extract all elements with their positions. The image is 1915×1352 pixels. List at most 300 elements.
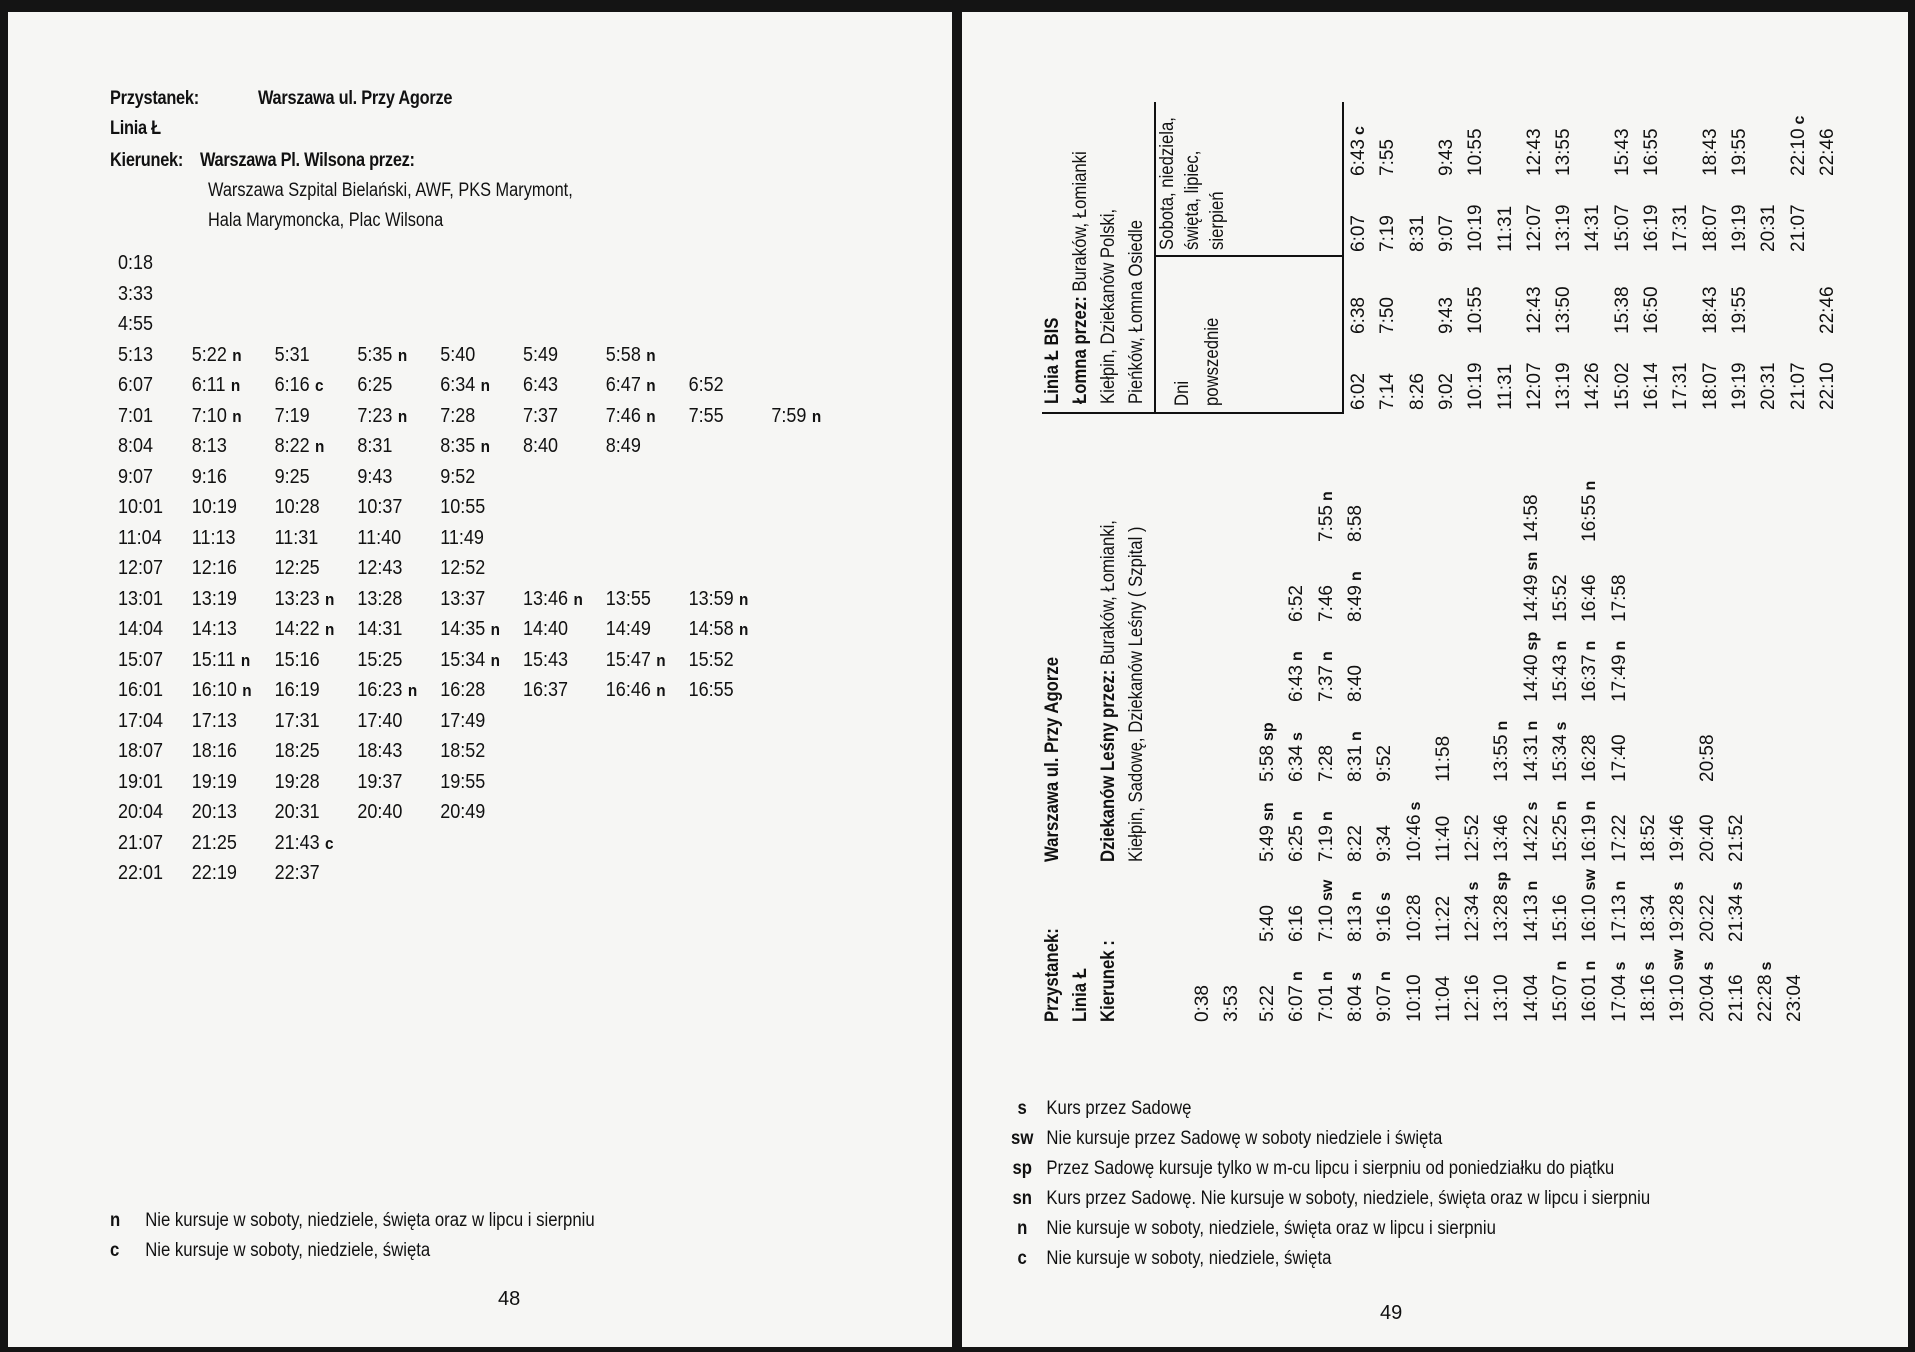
footnote-mark: n <box>1289 651 1307 662</box>
departure-time: 22:46 <box>1816 286 1838 334</box>
departure-time: 18:25 <box>274 740 320 762</box>
departure-time: 8:22 n <box>274 435 325 457</box>
departure-time: 18:43 <box>1699 128 1721 176</box>
departure-time: 14:49sn <box>1520 551 1542 622</box>
departure-time: 15:47 n <box>605 648 666 671</box>
departure-time: 7:37 <box>523 404 559 427</box>
bis-col1-header-2: powszednie <box>1202 317 1223 406</box>
departure-time: 7:19 <box>1377 215 1399 252</box>
departure-time: 21:43 c <box>274 831 334 854</box>
footnote-mark: n <box>1347 731 1365 742</box>
departure-time: 19:55 <box>440 770 486 793</box>
footnote-mark: n <box>1494 720 1512 731</box>
footnote-mark: n <box>646 376 656 395</box>
departure-time: 20:31 <box>274 801 320 823</box>
departure-time: 10:19 <box>191 496 237 518</box>
direction-value: Warszawa Pl. Wilsona przez: <box>200 150 415 171</box>
departure-time: 17:13n <box>1608 880 1630 942</box>
departure-time: 12:43 <box>1523 128 1545 176</box>
departure-time: 19:28s <box>1667 881 1689 942</box>
footnote-mark: s <box>1523 801 1541 811</box>
departure-time: 14:58 <box>1520 494 1542 542</box>
departure-time: 18:52 <box>440 740 486 762</box>
footnote-mark: n <box>490 620 501 639</box>
departure-time: 5:58sp <box>1257 722 1278 782</box>
departure-time: 19:01 <box>118 770 164 793</box>
footnote-mark: n <box>230 376 241 395</box>
departure-time: 9:34 <box>1374 825 1396 862</box>
departure-time: 6:38 <box>1348 297 1369 334</box>
footnote-mark: s <box>1699 961 1717 971</box>
departure-time: 8:13n <box>1344 891 1366 942</box>
footnote-mark: sw <box>1582 869 1600 891</box>
footnote-mark: s <box>1347 972 1365 982</box>
footnote-mark: n <box>646 406 656 426</box>
departure-time: 15:38 <box>1611 286 1633 334</box>
departure-time: 9:16s <box>1374 892 1396 942</box>
departure-time: 18:07 <box>1699 204 1721 252</box>
bis-via-2: Pieńków, Łomna Osiedle <box>1126 219 1147 404</box>
departure-time: 16:28 <box>440 679 486 701</box>
departure-time: 20:31 <box>1758 204 1780 252</box>
footnote-mark: n <box>240 650 251 670</box>
departure-time: 10:19 <box>1465 204 1487 252</box>
page-number: 48 <box>498 1288 521 1310</box>
departure-time: 9:25 <box>274 465 310 488</box>
departure-time: 8:04s <box>1344 972 1366 1022</box>
footnote-mark: n <box>656 650 666 670</box>
departure-time: 5:49 <box>523 343 559 366</box>
departure-time: 8:49n <box>1344 571 1366 622</box>
legend-item: c Nie kursuje w soboty, niedziele, święta <box>110 1240 431 1261</box>
footnote-mark: c <box>315 376 324 395</box>
right-page <box>962 12 1908 1347</box>
departure-time: 8:04 <box>118 435 154 457</box>
departure-time: 16:19n <box>1579 800 1601 862</box>
departure-time: 12:07 <box>1523 362 1545 410</box>
footnote-mark: n <box>811 406 822 426</box>
footnote-mark: s <box>1377 892 1395 902</box>
departure-time: 17:49 <box>440 709 486 732</box>
footnote-mark: sp <box>1494 871 1512 891</box>
departure-time: 7:55 <box>688 404 724 427</box>
footnote-mark: s <box>1553 721 1570 731</box>
departure-time: 12:43 <box>357 557 403 579</box>
footnote-mark: n <box>480 437 490 456</box>
departure-time: 8:31 <box>357 435 393 457</box>
footnote-mark: n <box>573 589 583 609</box>
departure-time: 22:19 <box>191 862 237 884</box>
footnote-mark: n <box>1289 971 1307 982</box>
departure-time: 7:28 <box>440 404 476 427</box>
departure-time: 20:22 <box>1696 894 1718 942</box>
departure-time: 16:55 <box>1641 128 1662 176</box>
departure-time: 14:04 <box>1520 974 1542 1022</box>
departure-time: 15:25n <box>1550 800 1571 862</box>
departure-time: 17:40 <box>1608 734 1630 782</box>
departure-time: 11:31 <box>274 526 319 549</box>
footnote-mark: n <box>1523 720 1541 731</box>
departure-time: 12:07 <box>1523 204 1545 252</box>
departure-time: 13:19 <box>1553 204 1575 252</box>
departure-time: 10:37 <box>357 496 403 518</box>
departure-time: 16:01 <box>118 679 164 701</box>
departure-time: 0:18 <box>118 252 154 274</box>
footnote-mark: n <box>325 620 335 639</box>
direction-label: Kierunek : <box>1098 940 1119 1022</box>
page-number: 49 <box>1380 1302 1403 1324</box>
departure-time: 22:46 <box>1816 128 1838 176</box>
departure-time: 15:43n <box>1550 640 1571 702</box>
footnote-mark: n <box>1523 880 1541 891</box>
footnote-mark: n <box>1582 960 1600 971</box>
legend-item: sn Kurs przez Sadowę. Nie kursuje w soboty, niedziele, święta oraz w lipcu i sierpniu <box>1012 1188 1651 1209</box>
departure-time: 8:31 <box>1406 215 1428 252</box>
departure-time: 15:11 n <box>191 648 251 671</box>
departure-time: 15:52 <box>688 648 734 671</box>
departure-time: 5:40 <box>440 343 476 366</box>
footnote-mark: n <box>1553 800 1570 811</box>
departure-time: 11:22 <box>1432 895 1454 942</box>
departure-time: 20:49 <box>440 801 486 823</box>
departure-time: 22:10c <box>1787 115 1809 176</box>
footnote-mark: n <box>1553 960 1570 971</box>
departure-time: 16:55n <box>1579 480 1601 542</box>
departure-time: 18:16 <box>191 740 237 762</box>
departure-time: 15:34 n <box>440 648 501 671</box>
departure-time: 9:43 <box>1435 139 1457 176</box>
departure-time: 17:31 <box>1670 204 1692 252</box>
departure-time: 14:31 <box>1582 204 1604 252</box>
departure-time: 7:01 <box>118 404 154 427</box>
footnote-mark: sn <box>1260 802 1277 822</box>
departure-time: 18:43 <box>1699 286 1721 334</box>
departure-time: 14:13n <box>1520 880 1542 942</box>
departure-time: 15:07 <box>1611 204 1633 252</box>
departure-time: 5:22 n <box>191 343 242 366</box>
departure-time: 6:16 c <box>274 374 324 396</box>
departure-time: 15:02 <box>1611 362 1633 410</box>
departure-time: 9:52 <box>440 465 476 488</box>
departure-time: 14:13 <box>191 618 237 640</box>
bis-col2-header-3: sierpień <box>1207 191 1228 250</box>
departure-time: 6:43 <box>523 374 559 396</box>
departure-time: 18:52 <box>1637 814 1659 862</box>
departure-time: 6:34s <box>1286 732 1308 782</box>
departure-time: 15:25 <box>357 648 403 671</box>
departure-time: 15:34s <box>1550 721 1571 782</box>
departure-time: 7:23 n <box>357 404 408 427</box>
footnote-mark: n <box>1582 480 1600 491</box>
stop-name: Warszawa ul. Przy Agorze <box>258 88 453 109</box>
departure-time: 13:19 <box>1553 362 1575 410</box>
footnote-mark: n <box>397 406 408 426</box>
departure-time: 16:50 <box>1641 286 1662 334</box>
bis-line: Linia Ł BIS <box>1042 317 1063 404</box>
departure-time: 20:31 <box>1758 362 1780 410</box>
bis-col2-header: Sobota, niedziela, <box>1157 117 1178 250</box>
departure-time: 13:28 <box>357 587 403 610</box>
departure-time: 14:22 n <box>274 618 335 640</box>
bis-col1-header: Dni <box>1172 380 1193 406</box>
departure-time: 18:16s <box>1637 961 1659 1022</box>
footnote-mark: n <box>232 345 242 365</box>
footnote-mark: n <box>490 650 501 670</box>
departure-time: 11:31 <box>1494 363 1516 410</box>
departure-time: 5:35 n <box>357 343 408 366</box>
departure-time: 22:10 <box>1816 362 1838 410</box>
departure-time: 7:55n <box>1315 491 1337 542</box>
departure-time: 5:49sn <box>1257 802 1278 862</box>
departure-time: 17:31 <box>1670 362 1692 410</box>
departure-time: 15:07n <box>1550 960 1571 1022</box>
departure-time: 7:10sw <box>1315 879 1337 942</box>
departure-time: 4:55 <box>118 313 154 335</box>
departure-time: 22:28s <box>1755 961 1777 1022</box>
footnote-mark: n <box>242 681 252 700</box>
departure-time: 7:28 <box>1315 745 1337 782</box>
departure-time: 13:46 <box>1491 814 1513 862</box>
departure-time: 8:40 <box>1344 665 1366 702</box>
departure-time: 11:40 <box>1432 815 1454 862</box>
footnote-mark: s <box>1289 732 1307 742</box>
line-label: Linia Ł <box>1070 968 1091 1022</box>
legend-item: sw Nie kursuje przez Sadowę w soboty niedziele i święta <box>1011 1128 1443 1149</box>
departure-time: 7:46 <box>1315 585 1337 622</box>
departure-time: 6:02 <box>1348 373 1369 410</box>
departure-time: 11:49 <box>440 526 484 549</box>
departure-time: 7:19n <box>1315 811 1337 862</box>
departure-time: 5:13 <box>118 343 154 366</box>
departure-time: 6:25 <box>357 374 393 396</box>
departure-time: 10:01 <box>118 496 164 518</box>
bis-via-1: Kiełpin, Dziekanów Polski, <box>1098 208 1119 404</box>
departure-time: 13:55 <box>1553 128 1575 176</box>
via-line-2: Hala Marymoncka, Plac Wilsona <box>208 210 444 231</box>
footnote-mark: s <box>1465 881 1483 891</box>
departure-time: 15:43 <box>1611 128 1633 176</box>
footnote-mark: n <box>1377 971 1395 982</box>
departure-time: 0:38 <box>1192 985 1213 1022</box>
footnote-mark: s <box>1670 881 1688 891</box>
footnote-mark: n <box>1582 640 1600 651</box>
departure-time: 9:16 <box>191 465 227 488</box>
departure-time: 17:04s <box>1608 961 1630 1022</box>
footnote-mark: n <box>1318 971 1336 982</box>
departure-time: 6:43n <box>1286 651 1308 702</box>
departure-time: 11:04 <box>118 526 162 549</box>
departure-time: 14:35 n <box>440 618 501 640</box>
departure-time: 19:46 <box>1667 814 1689 862</box>
departure-time: 5:31 <box>274 343 310 366</box>
departure-time: 12:07 <box>118 557 164 579</box>
departure-time: 10:55 <box>1465 286 1487 334</box>
departure-time: 9:02 <box>1435 373 1457 410</box>
departure-time: 14:04 <box>118 618 164 640</box>
departure-time: 21:07 <box>1787 204 1809 252</box>
footnote-mark: n <box>656 681 666 700</box>
departure-time: 18:07 <box>1699 362 1721 410</box>
direction-via: Kiełpin, Sadowę, Dziekanów Leśny ( Szpital ) <box>1126 526 1147 862</box>
stop-name: Warszawa ul. Przy Agorze <box>1042 656 1063 862</box>
legend-item: sp Przez Sadowę kursuje tylko w m-cu lipcu i sierpniu od poniedziałku do piątku <box>1012 1158 1615 1179</box>
departure-time: 9:43 <box>1435 297 1457 334</box>
departure-time: 16:37n <box>1579 640 1601 702</box>
departure-time: 10:55 <box>440 496 486 518</box>
footnote-mark: n <box>1318 651 1336 662</box>
departure-time: 18:34 <box>1637 894 1659 942</box>
footnote-mark: n <box>1582 800 1600 811</box>
stop-label: Przystanek: <box>1042 928 1063 1022</box>
footnote-mark: n <box>1611 640 1629 651</box>
footnote-mark: n <box>480 376 490 395</box>
departure-time: 19:28 <box>274 770 320 793</box>
departure-time: 6:07 <box>1348 215 1369 252</box>
stop-label: Przystanek: <box>110 88 199 109</box>
departure-time: 7:37n <box>1315 651 1337 702</box>
departure-time: 14:22s <box>1520 801 1542 862</box>
footnote-mark: sw <box>1318 879 1336 902</box>
departure-time: 15:07 <box>118 648 164 671</box>
departure-time: 6:07 <box>118 374 154 396</box>
departure-time: 12:16 <box>191 557 237 579</box>
departure-time: 16:28 <box>1579 734 1601 782</box>
departure-time: 8:22 <box>1344 825 1366 862</box>
departure-time: 22:37 <box>274 862 320 884</box>
departure-time: 10:46s <box>1403 801 1425 862</box>
departure-time: 20:13 <box>191 801 237 823</box>
departure-time: 16:19 <box>274 679 320 701</box>
departure-time: 16:37 <box>523 679 569 701</box>
departure-time: 9:07 <box>1435 215 1457 252</box>
footnote-mark: sn <box>1523 551 1541 571</box>
departure-time: 16:46 n <box>605 679 666 701</box>
departure-time: 13:10 <box>1491 974 1513 1022</box>
footnote-mark: sp <box>1260 722 1277 742</box>
departure-time: 14:40sp <box>1520 631 1542 702</box>
departure-time: 11:13 <box>191 526 236 549</box>
footnote-mark: s <box>1406 801 1424 811</box>
footnote-mark: n <box>1553 640 1570 651</box>
departure-time: 8:26 <box>1406 373 1428 410</box>
departure-time: 14:49 <box>605 618 651 640</box>
footnote-mark: n <box>232 406 242 426</box>
departure-time: 6:34 n <box>440 374 490 396</box>
departure-time: 10:55 <box>1465 128 1487 176</box>
departure-time: 16:46 <box>1579 574 1601 622</box>
departure-time: 9:07n <box>1374 971 1396 1022</box>
legend-item: c Nie kursuje w soboty, niedziele, święta <box>1017 1248 1332 1269</box>
departure-time: 17:31 <box>274 709 320 732</box>
departure-time: 14:31 <box>357 618 403 640</box>
departure-time: 23:04 <box>1784 974 1806 1022</box>
bis-direction: Łomna przez: Buraków, Łomianki <box>1070 151 1091 404</box>
departure-time: 13:59 n <box>688 587 749 610</box>
departure-time: 19:10sw <box>1667 949 1689 1022</box>
footnote-mark: c <box>1351 126 1368 136</box>
footnote-mark: sp <box>1523 631 1541 651</box>
departure-time: 21:16 <box>1725 974 1747 1022</box>
departure-time: 7:46 n <box>605 404 656 427</box>
departure-time: 21:34s <box>1725 881 1747 942</box>
departure-time: 13:28sp <box>1491 871 1513 942</box>
departure-time: 17:13 <box>191 709 237 732</box>
departure-time: 6:52 <box>1286 585 1308 622</box>
departure-time: 17:22 <box>1608 814 1630 862</box>
departure-time: 7:14 <box>1377 373 1399 410</box>
via-line-1: Warszawa Szpital Bielański, AWF, PKS Marymont, <box>208 180 573 201</box>
departure-time: 15:16 <box>274 648 320 671</box>
departure-time: 12:52 <box>440 557 486 579</box>
departure-time: 8:13 <box>191 435 227 457</box>
departure-time: 16:10 n <box>191 679 252 701</box>
departure-time: 6:07n <box>1286 971 1308 1022</box>
departure-time: 8:40 <box>523 435 559 457</box>
departure-time: 13:37 <box>440 587 486 610</box>
departure-time: 13:23 n <box>274 587 335 610</box>
departure-time: 12:34s <box>1462 881 1484 942</box>
departure-time: 8:49 <box>605 435 641 457</box>
footnote-mark: n <box>407 681 418 700</box>
departure-time: 17:04 <box>118 709 164 732</box>
departure-time: 15:43 <box>523 648 569 671</box>
departure-time: 17:40 <box>357 709 403 732</box>
departure-time: 7:19 <box>274 404 310 427</box>
footnote-mark: s <box>1640 961 1658 971</box>
departure-time: 16:19 <box>1641 204 1662 252</box>
line-label: Linia Ł <box>110 118 161 139</box>
departure-time: 7:55 <box>1377 139 1399 176</box>
departure-time: 5:58 n <box>605 343 656 366</box>
departure-time: 16:10sw <box>1579 869 1601 942</box>
departure-time: 20:58 <box>1696 734 1718 782</box>
legend-item: n Nie kursuje w soboty, niedziele, święta oraz w lipcu i sierpniu <box>1017 1218 1496 1239</box>
departure-time: 8:58 <box>1344 505 1366 542</box>
departure-time: 15:52 <box>1550 574 1571 622</box>
departure-time: 14:31n <box>1520 720 1542 782</box>
departure-time: 20:40 <box>1696 814 1718 862</box>
departure-time: 19:19 <box>1728 204 1750 252</box>
departure-time: 21:25 <box>191 831 237 854</box>
departure-time: 5:22 <box>1257 985 1278 1022</box>
footnote-mark: n <box>646 345 656 365</box>
departure-time: 15:16 <box>1550 894 1571 942</box>
footnote-mark: s <box>1611 961 1629 971</box>
departure-time: 12:43 <box>1523 286 1545 334</box>
departure-time: 19:37 <box>357 770 403 793</box>
departure-time: 6:25n <box>1286 811 1308 862</box>
departure-time: 8:35 n <box>440 435 490 457</box>
departure-time: 7:59 n <box>771 404 822 427</box>
departure-time: 20:40 <box>357 801 403 823</box>
departure-time: 11:04 <box>1432 975 1454 1022</box>
departure-time: 19:19 <box>191 770 237 793</box>
departure-time: 20:04s <box>1696 961 1718 1022</box>
rotated-timetable <box>1042 102 1838 1022</box>
direction-value: Dziekanów Leśny przez: Buraków, Łomianki, <box>1098 520 1119 862</box>
departure-time: 6:43c <box>1348 126 1369 176</box>
left-page <box>8 12 952 1347</box>
departure-time: 13:55 <box>605 587 651 610</box>
footnote-mark: s <box>1728 881 1746 891</box>
direction-label: Kierunek: <box>110 150 184 171</box>
departure-time: 7:10 n <box>191 404 242 427</box>
departure-time: 18:43 <box>357 740 403 762</box>
departure-time: 21:52 <box>1725 814 1747 862</box>
departure-time: 3:33 <box>118 282 154 305</box>
departure-time: 6:47 n <box>605 374 656 396</box>
footnote-mark: n <box>1347 891 1365 902</box>
